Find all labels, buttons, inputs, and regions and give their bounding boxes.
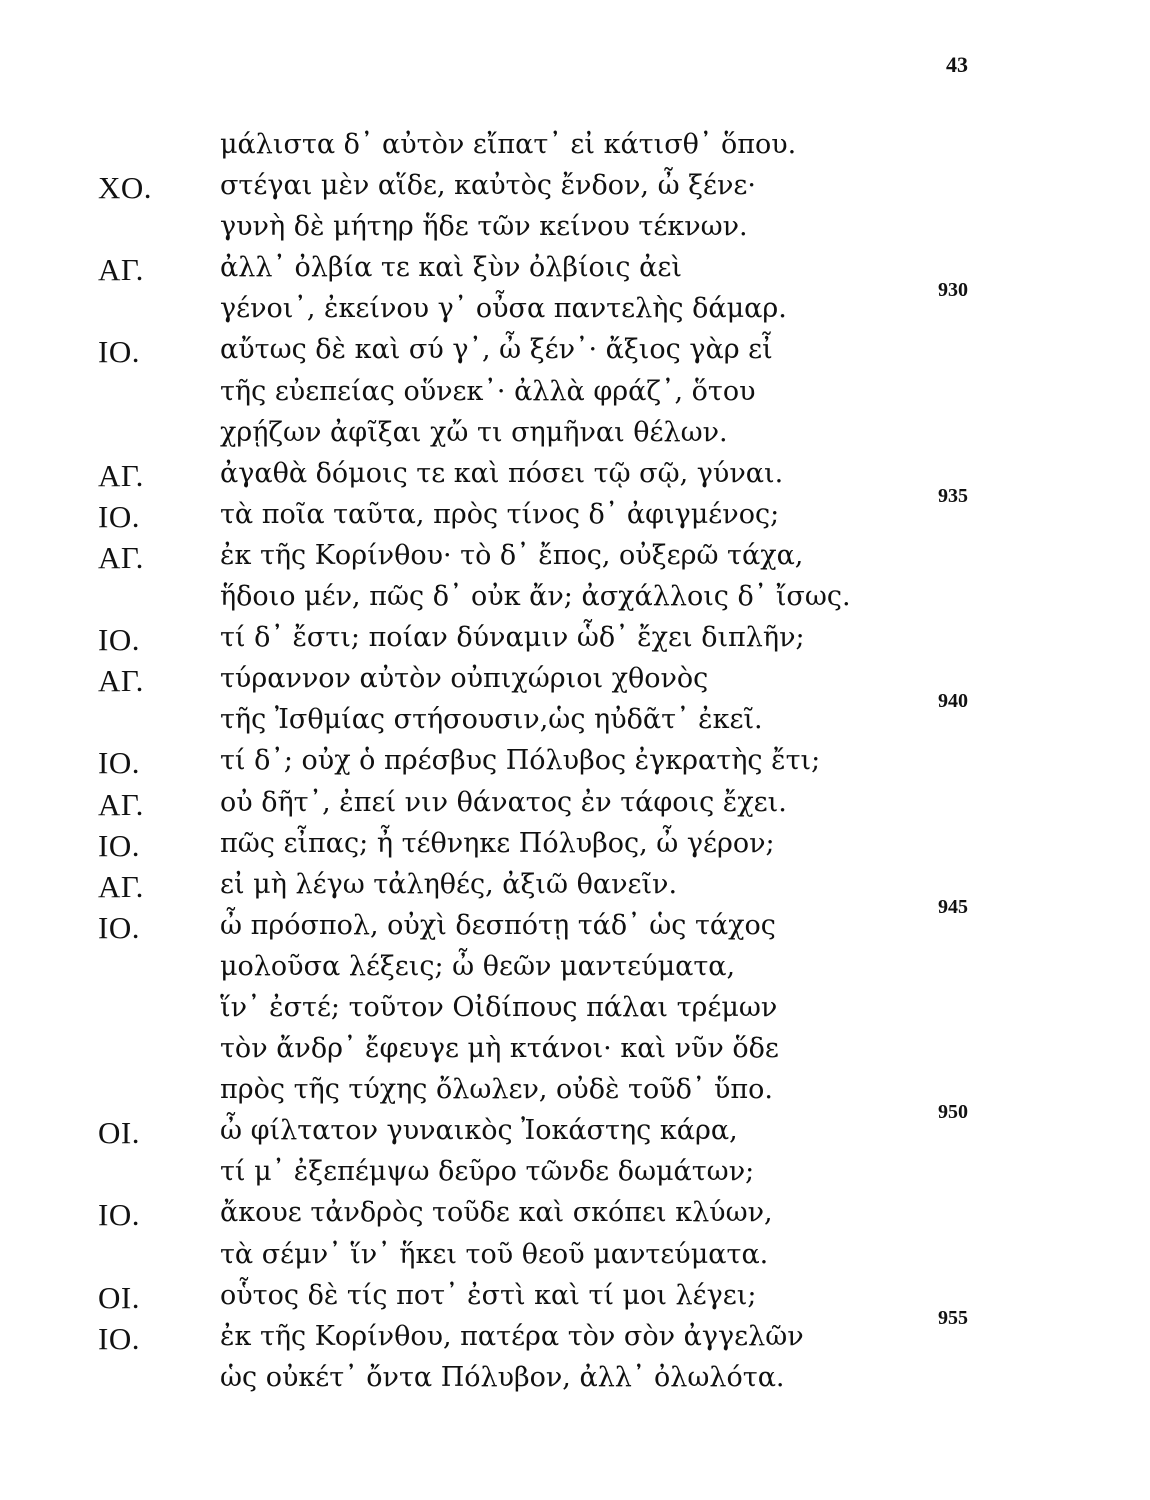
speaker-label: ΙΟ. xyxy=(98,827,140,863)
verse-line-text: τῆς Ἰσθμίας στήσουσιν,ὡς ηὐδᾶτ᾽ ἐκεῖ. xyxy=(220,704,763,736)
verse-line-text: πῶς εἶπας; ἦ τέθνηκε Πόλυβος, ὦ γέρον; xyxy=(220,827,775,859)
verse-line xyxy=(0,989,1150,1030)
verse-line xyxy=(0,249,1150,290)
verse-line xyxy=(0,484,1150,537)
verse-line xyxy=(0,537,1150,578)
verse-line xyxy=(0,1030,1150,1071)
verse-line-text: τὰ σέμν᾽ ἵν᾽ ἥκει τοῦ θεοῦ μαντεύματα. xyxy=(220,1238,769,1270)
verse-line-text: τύραννον αὐτὸν οὐπιχώριοι χθονὸς xyxy=(220,663,709,695)
verse-line-text: ἵν᾽ ἐστέ; τοῦτον Οἰδίπους πάλαι τρέμων xyxy=(220,991,778,1023)
verse-line xyxy=(0,1359,1150,1400)
verse-line xyxy=(0,619,1150,660)
verse-line xyxy=(0,1153,1150,1194)
verse-line-text: μολοῦσα λέξεις; ὦ θεῶν μαντεύματα, xyxy=(220,950,736,982)
verse-line xyxy=(0,690,1150,742)
speaker-label: ΙΟ. xyxy=(98,909,140,945)
verse-line xyxy=(0,1277,1150,1318)
verse-line xyxy=(0,279,1150,331)
verse-line xyxy=(0,167,1150,208)
verse-line xyxy=(0,660,1150,701)
line-number: 935 xyxy=(938,484,968,507)
speaker-label: ΙΟ. xyxy=(98,622,140,658)
verse-line-text: γυνὴ δὲ μήτηρ ἥδε τῶν κείνου τέκνων. xyxy=(220,211,748,243)
verse-line xyxy=(0,208,1150,249)
speaker-label: ΑΓ. xyxy=(98,868,144,904)
verse-line-text: στέγαι μὲν αἵδε, καὐτὸς ἔνδον, ὦ ξένε· xyxy=(220,170,757,202)
verse-line-text: γένοι᾽, ἐκείνου γ᾽ οὖσα παντελὴς δάμαρ. xyxy=(220,293,787,325)
verse-line-text: εἰ μὴ λέγω τἀληθές, ἀξιῶ θανεῖν. xyxy=(220,868,678,900)
verse-line-text: πρὸς τῆς τύχης ὄλωλεν, οὐδὲ τοῦδ᾽ ὕπο. xyxy=(220,1074,773,1106)
verse-line xyxy=(0,895,1150,948)
verse-line xyxy=(0,331,1150,372)
speaker-label: ΑΓ. xyxy=(98,539,144,575)
verse-line xyxy=(0,784,1150,825)
line-number: 955 xyxy=(938,1306,968,1329)
verse-line-text: ὦ πρόσπολ, οὐχὶ δεσπότῃ τάδ᾽ ὡς τάχος xyxy=(220,909,776,941)
verse-line xyxy=(0,1101,1150,1153)
verse-line-text: ἐκ τῆς Κορίνθου, πατέρα τὸν σὸν ἀγγελῶν xyxy=(220,1320,804,1352)
verse-line-text: ἐκ τῆς Κορίνθου· τὸ δ᾽ ἔπος, οὐξερῶ τάχα, xyxy=(220,539,804,571)
line-number: 950 xyxy=(938,1101,968,1124)
verse-line xyxy=(0,1236,1150,1277)
line-number: 945 xyxy=(938,895,968,918)
speaker-label: ΟΙ. xyxy=(98,1115,140,1151)
verse-line xyxy=(0,866,1150,907)
verse-line-text: τὰ ποῖα ταῦτα, πρὸς τίνος δ᾽ ἀφιγμένος; xyxy=(220,498,780,530)
speaker-label: ΑΓ. xyxy=(98,663,144,699)
verse-line-text: οὗτος δὲ τίς ποτ᾽ ἐστὶ καὶ τί μοι λέγει; xyxy=(220,1279,757,1311)
verse-line-text: ὡς οὐκέτ᾽ ὄντα Πόλυβον, ἀλλ᾽ ὀλωλότα. xyxy=(220,1361,785,1393)
page-number: 43 xyxy=(946,52,968,77)
verse-line-text: χρῄζων ἀφῖξαι χὤ τι σημῆναι θέλων. xyxy=(220,416,728,448)
verse-line-text: τί δ᾽; οὐχ ὁ πρέσβυς Πόλυβος ἐγκρατὴς ἔτι; xyxy=(220,745,821,777)
speaker-label: ΙΟ. xyxy=(98,1197,140,1233)
verse-line-text: ἀλλ᾽ ὀλβία τε καὶ ξὺν ὀλβίοις ἀεὶ xyxy=(220,252,682,284)
verse-line-text: μάλιστα δ᾽ αὐτὸν εἴπατ᾽ εἰ κάτισθ᾽ ὅπου. xyxy=(220,129,797,160)
verse-line-text: τί μ᾽ ἐξεπέμψω δεῦρο τῶνδε δωμάτων; xyxy=(220,1156,755,1188)
verse-line-text: οὐ δῆτ᾽, ἐπεί νιν θάνατος ἐν τάφοις ἔχει. xyxy=(220,786,787,818)
speaker-label: ΧΟ. xyxy=(98,170,153,206)
verse-line-text: τῆς εὐεπείας οὕνεκ᾽· ἀλλὰ φράζ᾽, ὅτου xyxy=(220,375,756,407)
speaker-label: ΙΟ. xyxy=(98,334,140,370)
speaker-label: ΟΙ. xyxy=(98,1279,140,1315)
verse-line xyxy=(0,742,1150,783)
verse-line xyxy=(0,1071,1150,1112)
speaker-label: ΑΓ. xyxy=(98,457,144,493)
verse-text-block xyxy=(0,126,1150,1400)
speaker-label: ΙΟ. xyxy=(98,498,140,534)
verse-line-text: ἀγαθὰ δόμοις τε καὶ πόσει τῷ σῷ, γύναι. xyxy=(220,457,784,489)
speaker-label: ΙΟ. xyxy=(98,1320,140,1356)
verse-line-text: ἄκουε τἀνδρὸς τοῦδε καὶ σκόπει κλύων, xyxy=(220,1197,773,1229)
speaker-label: ΙΟ. xyxy=(98,745,140,781)
verse-line-text: τὸν ἄνδρ᾽ ἔφευγε μὴ κτάνοι· καὶ νῦν ὅδε xyxy=(220,1033,779,1065)
verse-line-text: ἥδοιο μέν, πῶς δ᾽ οὐκ ἄν; ἀσχάλλοις δ᾽ ἴσως. xyxy=(220,581,851,613)
verse-line-text: τί δ᾽ ἔστι; ποίαν δύναμιν ὧδ᾽ ἔχει διπλῆν; xyxy=(220,622,805,654)
verse-line xyxy=(0,1306,1150,1359)
verse-line-text: ὦ φίλτατον γυναικὸς Ἰοκάστης κάρα, xyxy=(220,1115,738,1147)
verse-line xyxy=(0,126,1150,167)
verse-line xyxy=(0,455,1150,496)
line-number: 940 xyxy=(938,690,968,713)
verse-line xyxy=(0,373,1150,414)
verse-line xyxy=(0,414,1150,455)
verse-line xyxy=(0,825,1150,866)
line-number: 930 xyxy=(938,279,968,302)
speaker-label: ΑΓ. xyxy=(98,252,144,288)
verse-line xyxy=(0,1194,1150,1235)
verse-line-text: αὔτως δὲ καὶ σύ γ᾽, ὦ ξέν᾽· ἄξιος γὰρ εἶ xyxy=(220,334,773,366)
verse-line xyxy=(0,578,1150,619)
verse-line xyxy=(0,948,1150,989)
speaker-label: ΑΓ. xyxy=(98,786,144,822)
